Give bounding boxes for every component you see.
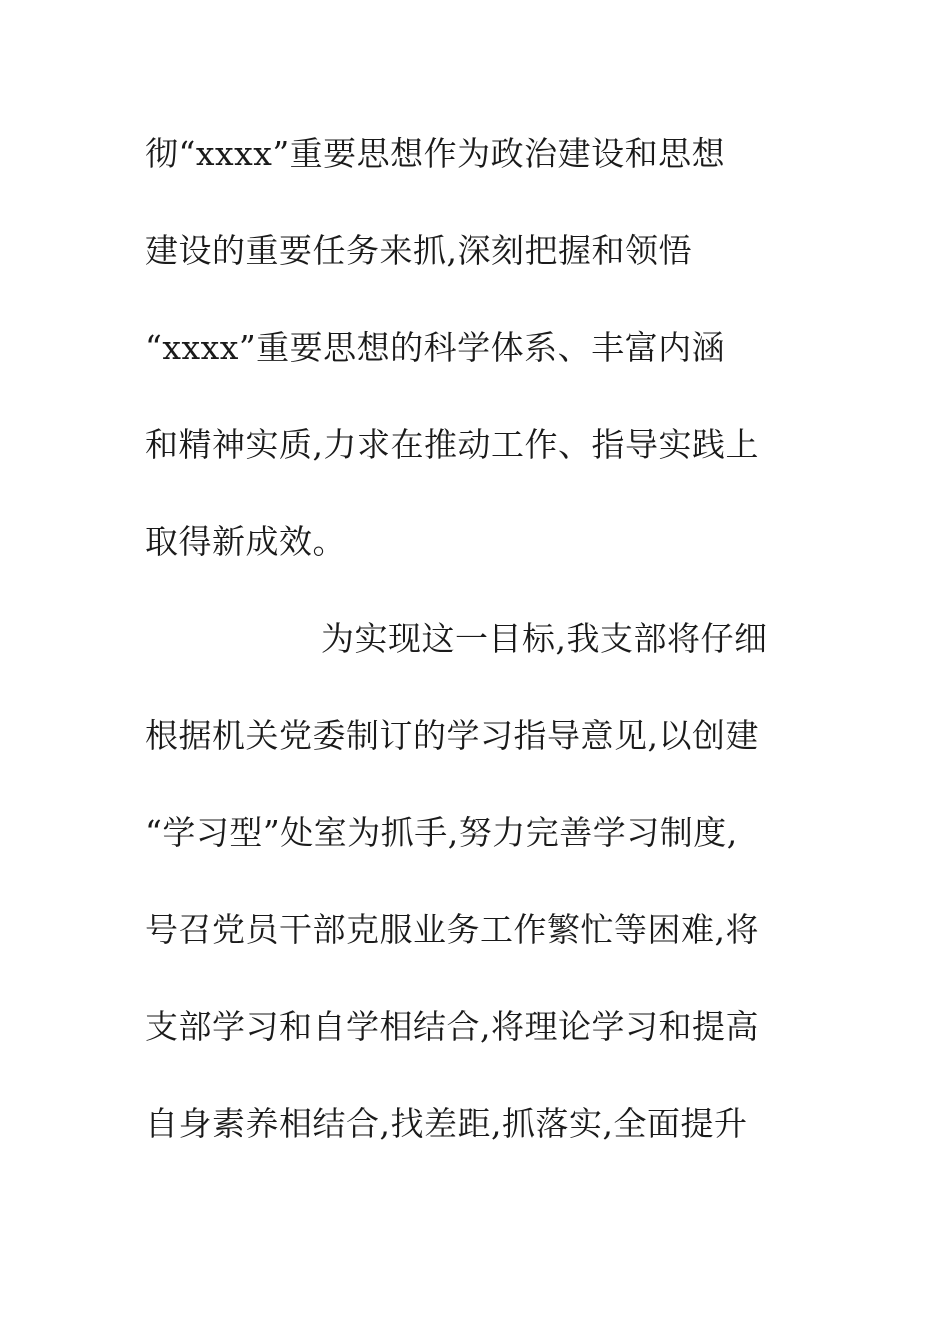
body-text xyxy=(145,122,825,1189)
text-line: 支部学习和自学相结合,将理论学习和提高 xyxy=(145,1007,759,1046)
text-line: 建设的重要任务来抓,深刻把握和领悟 xyxy=(145,231,692,270)
text-line: 取得新成效。 xyxy=(145,522,346,561)
text-line: “xxxx”重要思想的科学体系、丰富内涵 xyxy=(145,328,726,367)
text-line: 自身素养相结合,找差距,抓落实,全面提升 xyxy=(145,1104,748,1143)
text-line: 和精神实质,力求在推动工作、指导实践上 xyxy=(145,425,759,464)
text-line: 号召党员干部克服业务工作繁忙等困难,将 xyxy=(145,910,759,949)
text-line: 根据机关党委制订的学习指导意见,以创建 xyxy=(145,716,759,755)
paragraph-first-line: 为实现这一目标,我支部将仔细 xyxy=(321,619,768,658)
text-line: 彻“xxxx”重要思想作为政治建设和思想 xyxy=(145,134,726,173)
text-line: “学习型”处室为抓手,努力完善学习制度, xyxy=(145,813,738,852)
